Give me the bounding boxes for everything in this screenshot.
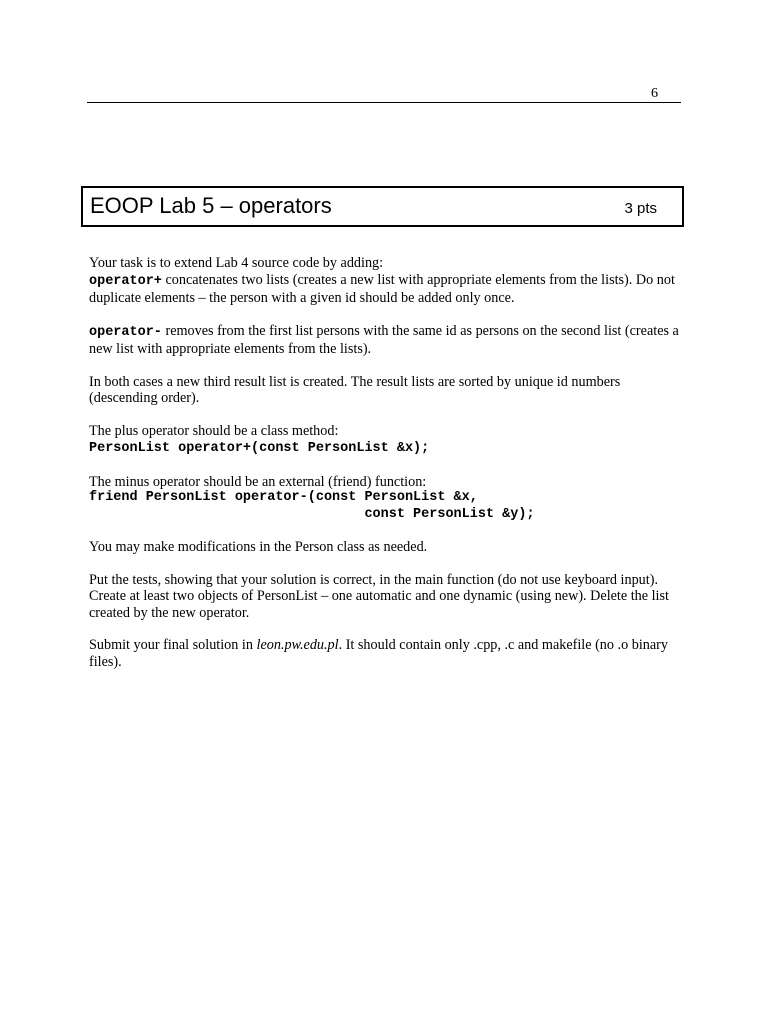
title-box: [81, 186, 684, 227]
plus-method-intro: The plus operator should be a class method:: [89, 422, 339, 439]
minus-function-intro: The minus operator should be an external (friend) function:: [89, 473, 427, 490]
lab-points: 3 pts: [624, 200, 657, 217]
operator-minus-description: removes from the first list persons with the same id as persons on the second list (creates a new list with appropriate elements from the lists).: [89, 322, 679, 357]
operator-plus-code: operator+: [89, 273, 162, 289]
minus-function-paragraph: [89, 474, 679, 524]
modifications-note: You may make modifications in the Person class as needed.: [89, 539, 428, 555]
lab-title: EOOP Lab 5 – operators: [90, 193, 332, 218]
submit-suffix: . It should contain only .cpp, .c and makefile (no .o binary files).: [89, 637, 668, 670]
submit-location: leon.pw.edu.pl: [256, 637, 339, 653]
page-number: 6: [651, 86, 658, 101]
submit-prefix: Submit your final solution in: [89, 637, 257, 653]
operator-minus-paragraph: [89, 323, 679, 358]
minus-function-code-line-2: const PersonList &y);: [89, 506, 535, 522]
header-rule: [87, 102, 681, 103]
minus-function-code-line-1: friend PersonList operator-(const PersonList &x,: [89, 490, 478, 505]
intro-text: Your task is to extend Lab 4 source code by adding:: [89, 255, 384, 271]
plus-method-code: PersonList operator+(const PersonList &x);: [89, 441, 430, 456]
result-note: In both cases a new third result list is created. The result lists are sorted by unique id numbers (descending order).: [89, 373, 621, 406]
operator-plus-paragraph: [89, 255, 679, 307]
submit-paragraph: [89, 637, 679, 670]
operator-plus-description: concatenates two lists (creates a new list with appropriate elements from the lists). Do not duplicate elements – the person with a given id should be added only once.: [89, 271, 675, 306]
plus-method-paragraph: [89, 423, 679, 458]
tests-paragraph: Put the tests, showing that your solution is correct, in the main function (do not use keyboard input). Create at least two objects of PersonList – one automatic and one dynamic (using new). Delete the list created by the new operator.: [89, 571, 669, 621]
task-body: [89, 255, 679, 686]
operator-minus-code: operator-: [89, 324, 162, 340]
